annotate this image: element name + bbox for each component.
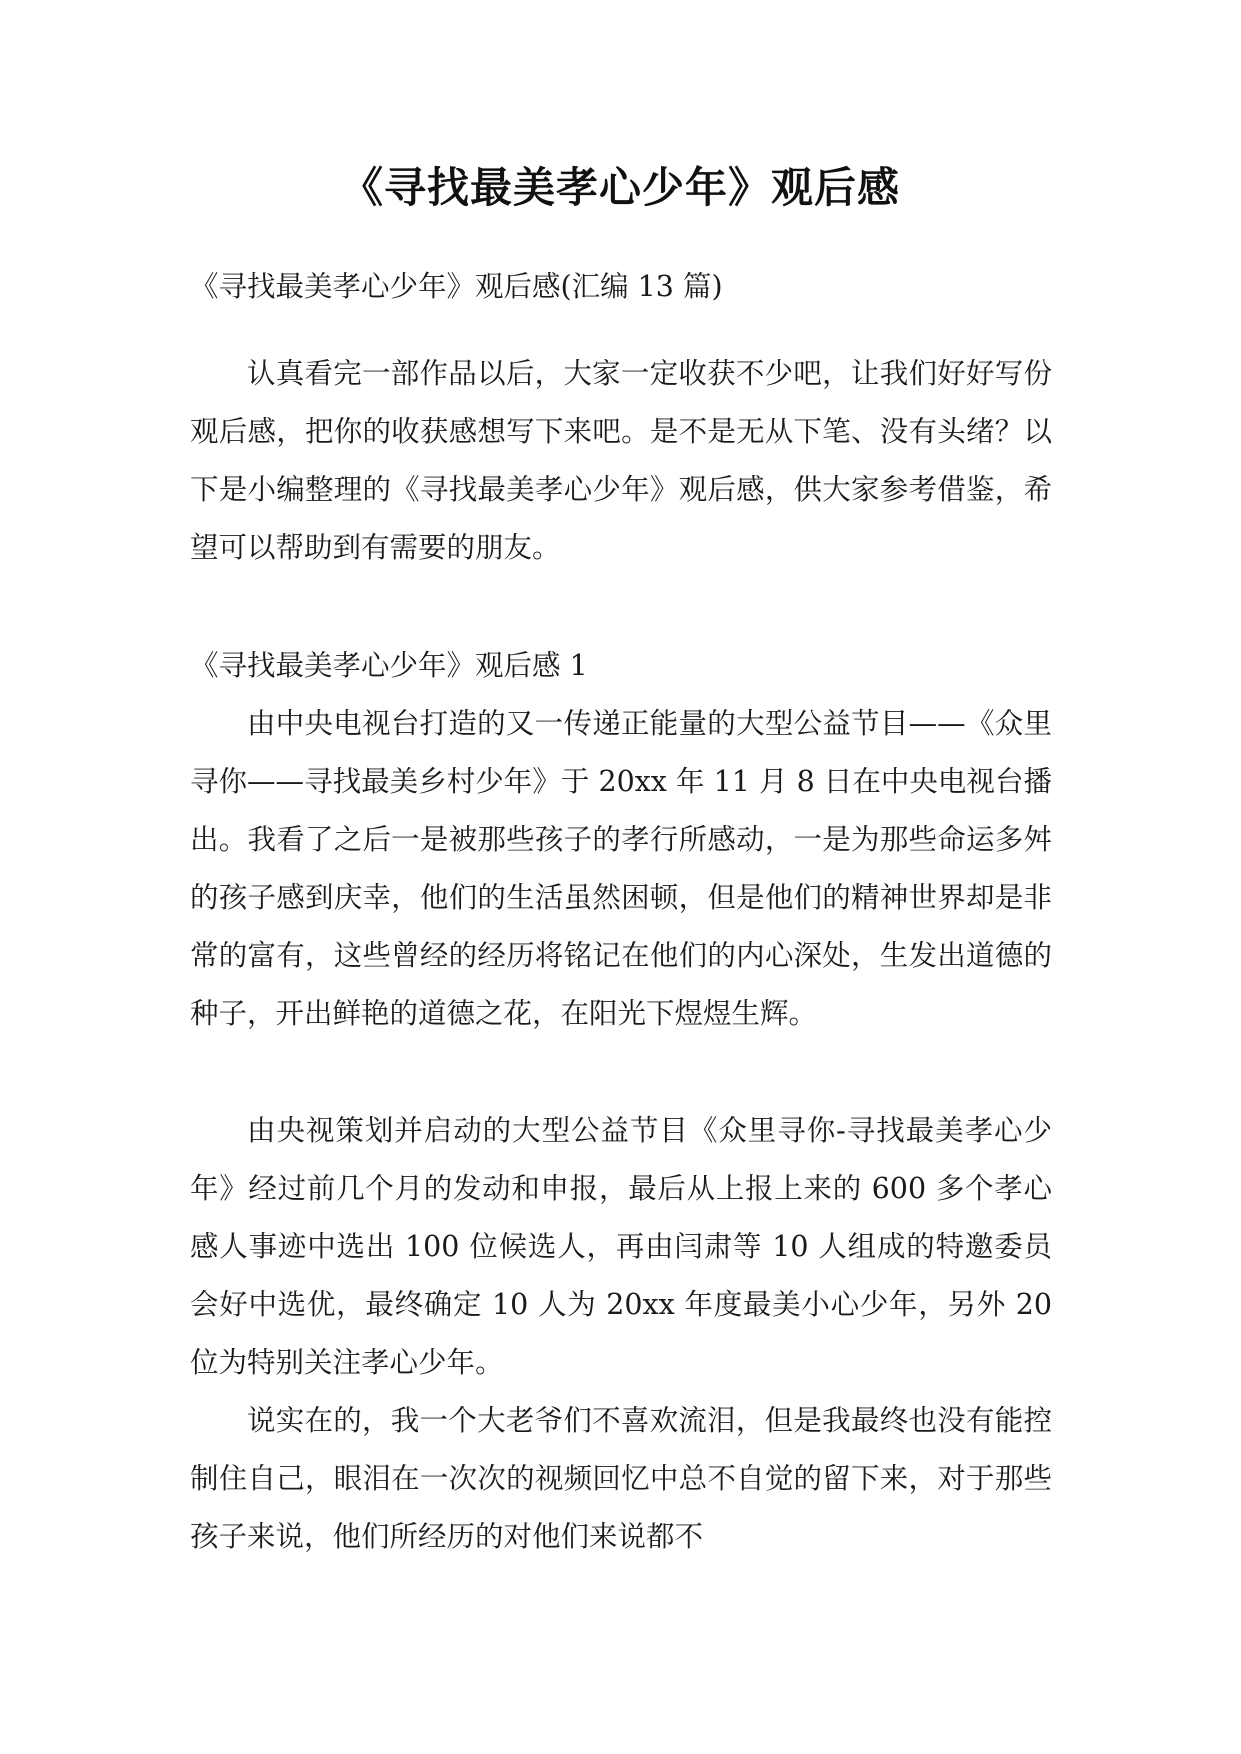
body-paragraph-1: 由中央电视台打造的又一传递正能量的大型公益节目——《众里寻你——寻找最美乡村少年》于 20xx 年 11 月 8 日在中央电视台播出。我看了之后一是被那些孩子的孝行所感动，一是为那些命运多舛的孩子感到庆幸，他们的生活虽然困顿，但是他们的精神世界却是非常的富有，这些曾经的经历将铭记在他们的内心深处，生发出道德的种子，开出鲜艳的道德之花，在阳光下煜煜生辉。 xyxy=(190,707,1052,1030)
body-paragraph-3: 说实在的，我一个大老爷们不喜欢流泪，但是我最终也没有能控制住自己，眼泪在一次次的视频回忆中总不自觉的留下来，对于那些孩子来说，他们所经历的对他们来说都不 xyxy=(190,1404,1052,1553)
document-subtitle: 《寻找最美孝心少年》观后感(汇编 13 篇) xyxy=(190,270,723,303)
section-heading: 《寻找最美孝心少年》观后感 1 xyxy=(190,649,588,682)
intro-paragraph: 认真看完一部作品以后，大家一定收获不少吧，让我们好好写份观后感，把你的收获感想写下来吧。是不是无从下笔、没有头绪？以下是小编整理的《寻找最美孝心少年》观后感，供大家参考借鉴，希望可以帮助到有需要的朋友。 xyxy=(190,357,1052,564)
document-title: 《寻找最美孝心少年》观后感 xyxy=(340,163,900,212)
body-paragraph-2: 由央视策划并启动的大型公益节目《众里寻你-寻找最美孝心少年》经过前几个月的发动和申报，最后从上报上来的 600 多个孝心感人事迹中选出 100 位候选人，再由闫肃等 10 人组成的特邀委员会好中选优，最终确定 10 人为 20xx 年度最美小心少年，另外 20 位为特别关注孝心少年。 xyxy=(190,1114,1052,1379)
